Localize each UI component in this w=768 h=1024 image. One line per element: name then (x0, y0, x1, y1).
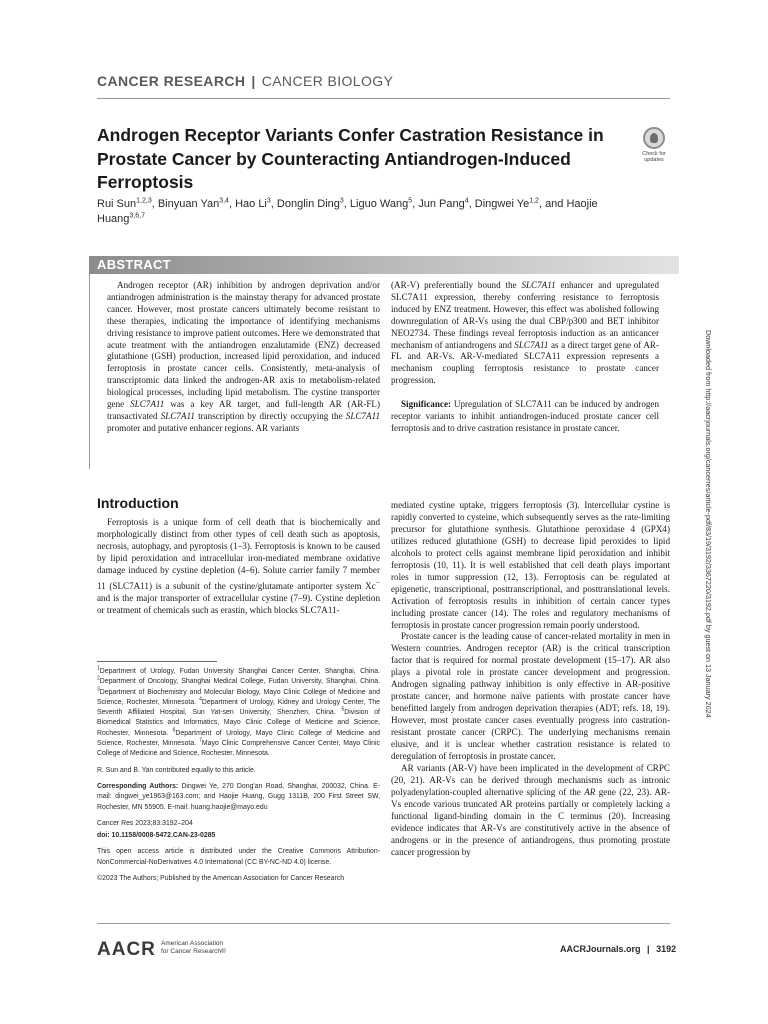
aacr-org-line-2: for Cancer Research® (161, 948, 226, 955)
affiliation-text: Department of Urology, Kidney and Urology Center, The Seventh Affiliated Hospital, Sun Yat-sen University, Shenzhen, China. (97, 698, 380, 717)
author-name: Rui Sun (97, 198, 137, 210)
author-name: Donglin Ding (276, 198, 340, 210)
abstract-left-column (107, 280, 380, 435)
check-updates-icon (643, 127, 665, 149)
affiliation-number: 6 (172, 727, 176, 734)
equal-contribution-note: R. Sun and B. Yan contributed equally to this article. (97, 766, 256, 774)
footer-site[interactable]: AACRJournals.org (560, 944, 641, 954)
author-list: Rui Sun$^{1,2,3}$, Binyuan Yan$^{3,4}$, Hao Li$^3$, Donglin Ding$^3$, Liguo Wang$^5$, Jun Pang$^4$, Dingwei Ye$^{1,2}$, and Haojie Huang$^{3,6,7}$ (97, 197, 598, 225)
footer-separator: | (647, 944, 650, 954)
aacr-org-name (161, 940, 226, 956)
intro-p1-text: Ferroptosis is a unique form of cell death that is biochemically and morphologically distinct from other types of cell death such as apoptosis, necrosis, autophagy, and pyroptosis (1–3). Ferroptosis is known to be caused by lipid peroxidation and intracellular iron-mediated membrane oxidative damage induced by cystine depletion (4–6). Solute carrier family 7 member 11 (SLC7A11) is a subunit of the cystine/glutamate antiporter system Xc (97, 517, 380, 591)
intro-p3-gene: AR (584, 786, 596, 797)
intro-right-column (391, 500, 670, 859)
intro-p3-text-a: AR variants (AR-V) have been implicated in the development of CRPC (20, 21). AR-Vs can be derived through mechanisms such as intronic polyadenylation-coupled alternative splicing of the (391, 762, 670, 797)
journal-name: CANCER RESEARCH (97, 73, 246, 89)
author-name: Dingwei Ye (474, 198, 530, 210)
affiliation-text: Department of Biochemistry and Molecular Biology, Mayo Clinic College of Medicine and Science, Rochester, Minnesota. (97, 688, 380, 706)
intro-p1-end: and is the major transporter of extracellular cystine (7–9). Cystine depletion or treatment of chemicals such as erastin, which blocks SLC7A11- (97, 592, 380, 615)
check-updates-badge[interactable] (638, 127, 670, 163)
author-name: Hao Li (235, 198, 267, 210)
affiliation-text: Department of Urology, Mayo Clinic College of Medicine and Science, Rochester, Minnesota. (97, 729, 380, 748)
abstract-paragraph-2: (AR-V) preferentially bound the SLC7A11 enhancer and upregulated SLC7A11 expression, thereby conferring resistance to ferroptosis induced by ENZ treatment. However, this effect was abolished following downregulation of AR-Vs using the dual CBP/p300 and BET inhibitor NEO2734. These findings reveal ferroptosis induction as an anticancer mechanism of antiandrogens and SLC7A11 as a direct target gene of AR-FL and AR-Vs. AR-V-mediated SLC7A11 expression represents a mechanism coupling ferroptosis resistance to prostate cancer progression. (391, 280, 659, 386)
abstract-paragraph-1: Androgen receptor (AR) inhibition by androgen deprivation and/or antiandrogen administration is the mainstay therapy for advanced prostate cancer. However, most prostate cancers ultimately become resistant to these therapies, indicating the importance of identifying mechanisms driving resistance to improve patient outcomes. Here we demonstrated that acute treatment with the antiandrogen enzalutamide (ENZ) decreased glutathione (GSH) production, increased lipid peroxidation, and induced ferroptosis in prostate cancer cells. Consistently, meta-analysis of transcriptomic data linked the androgen-AR axis to metabolism-related biological processes, including lipid metabolism. The cystine transporter gene SLC7A11 was a key AR target, and full-length AR (AR-FL) transactivated SLC7A11 transcription by directly occupying the SLC7A11 promoter and putative enhancer regions. AR variants (107, 280, 380, 433)
affiliation-number: 3 (97, 686, 100, 693)
copyright-note: ©2023 The Authors; Published by the American Association for Cancer Research (97, 875, 345, 883)
footnotes (97, 667, 380, 890)
page-number: 3192 (656, 944, 677, 954)
doi-label: doi: (97, 832, 110, 840)
abstract-right-column (391, 280, 659, 435)
affiliations-footnote (97, 667, 380, 760)
affiliation-number: 2 (97, 676, 100, 682)
citation-note: Cancer Res 2023;83:3192–204 (97, 819, 193, 827)
doi-value: 10.1158/0008-5472.CAN-23-0285 (109, 832, 216, 840)
author-name: Jun Pang (418, 198, 465, 210)
author-name: Binyuan Yan (157, 198, 220, 210)
author-affiliation: 1,2 (529, 197, 539, 205)
author-name: Haojie Huang (97, 198, 598, 225)
footer-site-page (560, 944, 677, 954)
affiliation-number: 1 (97, 665, 100, 672)
intro-paragraph-2: Prostate cancer is the leading cause of cancer-related mortality in men in Western countries. Androgen receptor (AR) is the critical transcription factor that is required for normal prostate development (15–17). AR also plays a pivotal role in prostate cancer development and progression. Androgen signaling pathway inhibition is only effective in AR-positive prostate cancer, and hormone naïve patients with prostate cancer have benefitted largely from androgen deprivation therapies (ADT; refs. 18, 19). However, most prostate cancer cases eventually progress into castration-resistant prostate cancer (CRPC). The underlying mechanisms remain elusive, and it is unclear whether castration resistance is related to deregulation of ferroptosis in prostate cancer. (391, 631, 670, 762)
author-affiliation: 3 (339, 197, 344, 205)
affiliation-text: Department of Oncology, Shanghai Medical College, Fudan University, Shanghai, China. (99, 678, 380, 686)
intro-left-column (97, 517, 380, 617)
abstract-heading-bar (89, 256, 679, 274)
journal-section: CANCER BIOLOGY (261, 73, 394, 89)
article-title: Androgen Receptor Variants Confer Castration Resistance in Prostate Cancer by Counteracting Antiandrogen-Induced Ferroptosis (97, 125, 604, 192)
affiliation-text: Mayo Clinic Comprehensive Cancer Center, Mayo Clinic College of Medicine and Science, Rochester, Minnesota. (97, 740, 380, 758)
gene-name: SLC7A11 (514, 339, 549, 350)
author-name: Liguo Wang (349, 198, 409, 210)
corresponding-authors-note (97, 782, 380, 813)
affiliation-text: Department of Urology, Fudan University Shanghai Cancer Center, Shanghai, China. (99, 668, 380, 675)
journal-header (97, 73, 393, 89)
significance-paragraph (391, 399, 659, 435)
author-affiliation: 3,4 (219, 197, 229, 205)
gene-name: SLC7A11 (521, 280, 556, 290)
significance-text: Upregulation of SLC7A11 can be induced by androgen receptor variants to inhibit antiandrogen-induced prostate cancer cell ferroptosis and to drive castration resistance in prostate cancer. (391, 399, 659, 433)
footnote-divider (97, 661, 217, 662)
footer-divider (97, 923, 670, 924)
intro-paragraph-1 (97, 517, 380, 617)
intro-paragraph-3 (391, 763, 670, 859)
gene-name: SLC7A11 (160, 410, 195, 421)
intro-p3-text-b: gene (22, 23). AR-Vs encode various truncated AR proteins partially or completely lacking a functional ligand-binding domain in the C terminus (20). Increasing evidence indicates that AR-Vs are constitutively active in the absence of androgens or in the presence of antiandrogens, thus promoting prostate cancer progression by (391, 786, 670, 857)
affiliation-text: Division of Biomedical Statistics and Informatics, Mayo Clinic College of Medicine and Science, Rochester, Minnesota. (97, 709, 380, 737)
intro-paragraph-1-cont: mediated cystine uptake, triggers ferroptosis (3). Intercellular cystine is rapidly converted to cysteine, which subsequently serves as the rate-limiting precursor for glutathione synthesis. Glutathione peroxidase 4 (GPX4) utilizes reduced glutathione (GSH) to decrease lipid peroxides to lipid alcohols to protect cells against membrane lipid peroxidation and inhibit ferroptosis (10, 11). It is well established that cell death plays important roles in tumor suppression (12, 13). Ferroptosis can be regulated at epigenetic, transcriptional, posttranscriptional, and posttranslational levels. Activation of ferroptosis results in inhibition of certain cancer types including prostate cancer (14). The roles and regulatory mechanisms of ferroptosis in prostate cancer progression remain poorly understood. (391, 500, 670, 630)
affiliation-number: 7 (199, 737, 202, 744)
aacr-org-line-1: American Association (161, 940, 224, 947)
check-updates-label: Check for updates (642, 151, 666, 163)
corresponding-text: Dingwei Ye, 270 Dong'an Road, Shanghai, 200032, China. E-mail: dingwei_ye1963@163.com; and Haojie Huang, Gugg 1311B, 200 First Street SW, Rochester, MN 55905. E-mail: huang.haojie@mayo.edu (97, 782, 381, 811)
author-affiliation: 4 (464, 197, 469, 205)
abstract-heading: ABSTRACT (97, 257, 171, 272)
download-side-note: Downloaded from http://aacrjournals.org/cancerres/article-pdf/83/19/3192/3367220/3192.pdf by guest on 13 January 2024 (704, 330, 713, 718)
header-separator: | (251, 73, 256, 89)
author-affiliation: 1,2,3 (136, 197, 152, 205)
aacr-logo[interactable]: AACR (97, 939, 156, 960)
header-divider (97, 98, 670, 99)
author-affiliation: 3 (266, 197, 271, 205)
author-affiliation: 5 (408, 197, 413, 205)
introduction-heading: Introduction (97, 495, 179, 511)
significance-label: Significance: (401, 399, 452, 410)
corresponding-label: Corresponding Authors: (97, 782, 179, 790)
abstract-side-rule (89, 274, 90, 469)
xc-superscript: − (375, 577, 380, 587)
affiliation-number: 5 (341, 706, 345, 713)
gene-name: SLC7A11 (130, 399, 165, 410)
doi-note[interactable] (97, 831, 380, 841)
affiliation-number: 4 (199, 696, 202, 703)
author-affiliation: 3,6,7 (129, 212, 145, 220)
license-note: This open access article is distributed under the Creative Commons Attribution-NonCommercial-NoDerivatives 4.0 International (CC BY-NC-ND 4.0) license. (97, 848, 380, 866)
gene-name: SLC7A11 (345, 410, 380, 421)
